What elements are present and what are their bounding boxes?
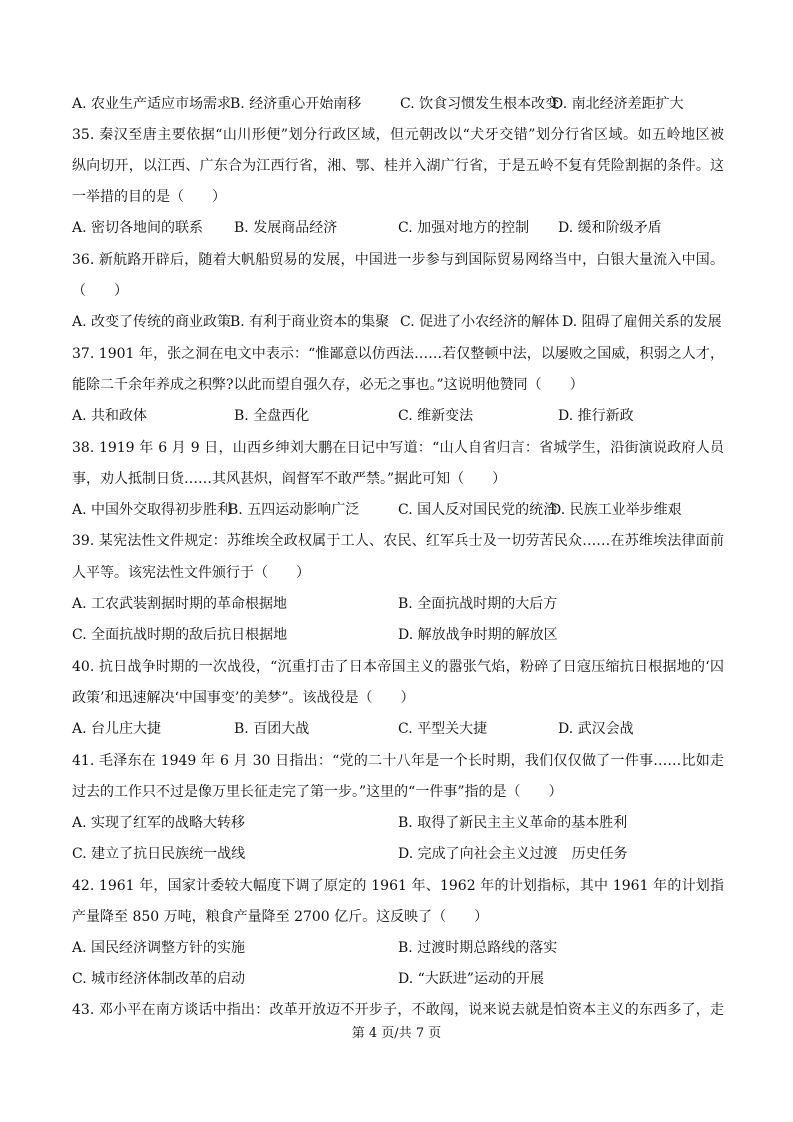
page-footer: 第 4 页/共 7 页 [351, 1026, 442, 1041]
q39-options-row [72, 594, 724, 614]
q36-option-a: A. 改变了传统的商业政策 [72, 314, 232, 330]
q39-stem-line: 人平等。该宪法性文件颁行于（ ） [72, 565, 310, 581]
q40-stem-line: 40. 抗日战争时期的一次战役，“沉重打击了日本帝国主义的嚣张气焰，粉碎了日寇压缩抗日根据地的‘囚 [72, 659, 724, 675]
q35-stem-line: 35. 秦汉至唐主要依据“山川形便”划分行政区域，但元朝改以“犬牙交错”划分行省区域。如五岭地区被 [72, 127, 724, 143]
q41-option-c: C. 建立了抗日民族统一战线 [72, 846, 246, 862]
q42-option-c: C. 城市经济体制改革的启动 [72, 971, 246, 987]
q39-option-b: B. 全面抗战时期的大后方 [398, 596, 558, 612]
q41-option-a: A. 实现了红军的战略大转移 [72, 815, 246, 831]
q34-option-a: A. 农业生产适应市场需求 [72, 96, 232, 112]
q37-stem-line: 37. 1901 年，张之洞在电文中表示：“惟鄙意以仿西法……若仅整顿中法，以屡败之国威，积弱之人才， [72, 346, 724, 362]
q41-stem-line: 41. 毛泽东在 1949 年 6 月 30 日指出：“党的二十八年是一个长时期，我们仅仅做了一件事……比如走 [72, 753, 724, 769]
q38-stem-line: 事，劝人抵制日货……其风甚炽，阎督军不敢严禁。”据此可知（ ） [72, 471, 507, 487]
q42-options-row [72, 969, 724, 989]
q36-stem-line: （ ） [72, 283, 128, 299]
q35-stem-line: 一举措的目的是（ ） [72, 189, 226, 205]
q39-option-d: D. 解放战争时期的解放区 [398, 627, 558, 643]
q42-option-d: D. “大跃进”运动的开展 [398, 971, 544, 987]
q39-stem-line: 39. 某宪法性文件规定：苏维埃全政权属于工人、农民、红军兵士及一切劳苦民众……在苏维埃法律面前 [72, 533, 724, 549]
q35-option-d: D. 缓和阶级矛盾 [558, 220, 662, 236]
q35-option-b: B. 发展商品经济 [234, 220, 338, 236]
q40-option-a: A. 台儿庄大捷 [72, 721, 162, 737]
q41-options-row [72, 813, 724, 833]
q36-option-d: D. 阻碍了雇佣关系的发展 [562, 314, 722, 330]
q37-options [72, 406, 724, 426]
q34-option-d: D. 南北经济差距扩大 [552, 96, 684, 112]
q42-stem-line: 42. 1961 年，国家计委较大幅度下调了原定的 1961 年、1962 年的计划指标，其中 1961 年的计划指 [72, 878, 724, 894]
q36-options [72, 312, 724, 332]
q38-options [72, 500, 724, 520]
q38-stem-line: 38. 1919 年 6 月 9 日，山西乡绅刘大鹏在日记中写道：“山人自省归言：省城学生，沿街演说政府人员 [72, 440, 724, 456]
q41-stem-line: 过去的工作只不过是像万里长征走完了第一步。”这里的“一件事”指的是（ ） [72, 784, 563, 800]
q39-option-c: C. 全面抗战时期的敌后抗日根据地 [72, 627, 288, 643]
q38-option-a: A. 中国外交取得初步胜利 [72, 502, 232, 518]
q37-stem-line: 能除二千余年养成之积弊?以此而望自强久存，必无之事也。”这说明他赞同（ ） [72, 377, 584, 393]
q40-options [72, 719, 724, 739]
q39-option-a: A. 工农武装割据时期的革命根据地 [72, 596, 288, 612]
q36-option-c: C. 促进了小农经济的解体 [400, 314, 560, 330]
q39-options-row [72, 625, 724, 645]
q38-option-d: D. 民族工业举步维艰 [550, 502, 682, 518]
q42-options-row [72, 938, 724, 958]
q38-option-b: B. 五四运动影响广泛 [228, 502, 360, 518]
q42-stem-line: 产量降至 850 万吨，粮食产量降至 2700 亿斤。这反映了（ ） [72, 909, 489, 925]
q37-option-a: A. 共和政体 [72, 408, 148, 424]
q40-option-d: D. 武汉会战 [558, 721, 634, 737]
q42-option-a: A. 国民经济调整方针的实施 [72, 940, 246, 956]
q35-option-a: A. 密切各地间的联系 [72, 220, 204, 236]
q36-option-b: B. 有利于商业资本的集聚 [230, 314, 390, 330]
q34-option-b: B. 经济重心开始南移 [230, 96, 362, 112]
q38-option-c: C. 国人反对国民党的统治 [398, 502, 558, 518]
q37-option-b: B. 全盘西化 [234, 408, 310, 424]
q37-option-d: D. 推行新政 [558, 408, 634, 424]
q34-option-c: C. 饮食习惯发生根本改变 [400, 96, 560, 112]
q42-option-b: B. 过渡时期总路线的落实 [398, 940, 558, 956]
q35-options [72, 218, 724, 238]
q41-option-b: B. 取得了新民主主义革命的基本胜利 [398, 815, 628, 831]
q35-stem-line: 纵向切开，以江西、广东合为江西行省，湘、鄂、桂并入湖广行省，于是五岭不复有凭险割据的条件。这 [72, 158, 724, 174]
q43-stem-line: 43. 邓小平在南方谈话中指出：改革开放迈不开步子，不敢闯，说来说去就是怕资本主义的东西多了，走 [72, 1002, 724, 1018]
q37-option-c: C. 维新变法 [398, 408, 474, 424]
q34-options [72, 94, 724, 114]
q40-stem-line: 政策’和迅速解决‘中国事变’的美梦”。该战役是（ ） [72, 690, 415, 706]
q35-option-c: C. 加强对地方的控制 [398, 220, 530, 236]
q40-option-b: B. 百团大战 [234, 721, 310, 737]
q36-stem-line: 36. 新航路开辟后，随着大帆船贸易的发展，中国进一步参与到国际贸易网络当中，白银大量流入中国。 [72, 252, 724, 268]
q40-option-c: C. 平型关大捷 [398, 721, 488, 737]
q41-options-row [72, 844, 724, 864]
q41-option-d: D. 完成了向社会主义过渡 历史任务 [398, 846, 628, 862]
